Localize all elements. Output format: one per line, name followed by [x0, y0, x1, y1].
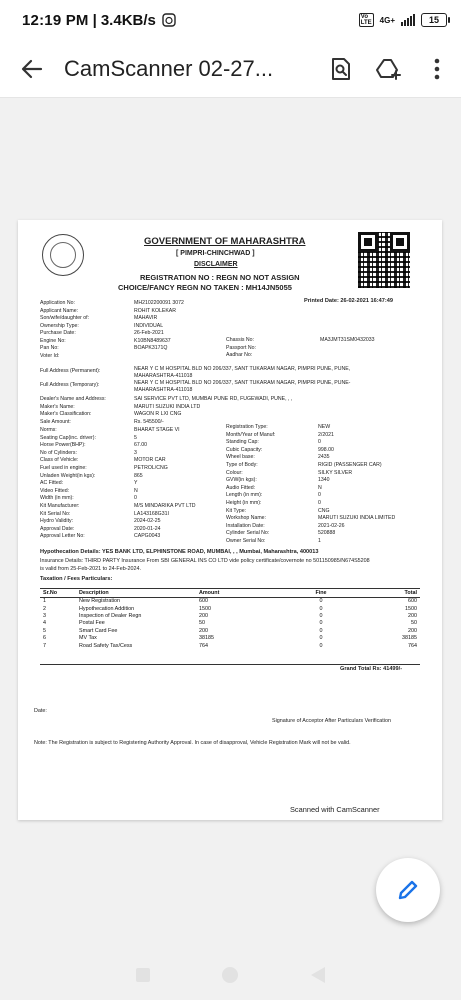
field-label: Colour:: [226, 469, 243, 476]
field-value: LA143168G31I: [134, 510, 169, 517]
field-value: 1: [318, 538, 321, 544]
field-value: SAI SERVICE PVT LTD, MUMBAI PUNE RD, FUGEWADI, PUNE, , ,: [134, 396, 293, 402]
field-label: Norms:: [40, 427, 57, 433]
field-value: MARUTI SUZUKI INDIA LIMITED: [318, 515, 396, 522]
back-triangle-icon[interactable]: [310, 966, 326, 984]
fee-cell: 600: [199, 598, 208, 605]
registration-note: Note: The Registration is subject to Registering Authority Approval. In case of disapproval, Vehicle Registration Mark will not be valid.: [34, 740, 351, 746]
field-value: 520888: [318, 530, 336, 537]
field-value: 0: [318, 492, 321, 499]
doc-govt-title: GOVERNMENT OF MAHARASHTRA: [144, 236, 306, 247]
field-value: 2435: [318, 454, 330, 461]
field-label: Cylinder Serial No:: [226, 530, 270, 537]
more-vert-icon[interactable]: [413, 40, 461, 98]
field-label: Maker's Classification:: [40, 411, 92, 417]
field-label: Applicant Name:: [40, 307, 79, 314]
doc-reg-line1: REGISTRATION NO : REGN NO NOT ASSIGN: [140, 273, 300, 282]
field-label: Seating Cap(inc. driver):: [40, 434, 96, 441]
fee-cell: [40, 657, 76, 664]
col-fine: Fine: [315, 590, 327, 596]
field-label: Class of Vehicle:: [40, 457, 79, 464]
field-label: Standing Cap:: [226, 439, 259, 446]
date-label: Date:: [34, 708, 47, 714]
fee-cell: 3: [43, 612, 46, 619]
qr-code: [358, 232, 410, 288]
home-circle-icon[interactable]: [221, 966, 239, 984]
add-to-drive-icon[interactable]: [365, 40, 413, 98]
network-speed: 3.4KB/s: [100, 11, 156, 29]
field-value: CAPG0043: [134, 533, 161, 540]
field-label: Passport No:: [226, 344, 256, 351]
field-label: Kit Type:: [226, 507, 247, 514]
fee-cell: MV Tax: [79, 635, 97, 642]
fee-row: [40, 612, 420, 619]
fee-cell: 0: [319, 635, 323, 642]
field-label: Purchase Date:: [40, 330, 76, 336]
field-value: 2/2021: [318, 431, 334, 438]
field-label: AC Fitted:: [40, 480, 64, 487]
field-label: Installation Date:: [226, 522, 265, 529]
field-value: MAHAVIR: [134, 315, 158, 321]
grand-total: Grand Total Rs: 41499/-: [340, 666, 403, 672]
fee-cell: 600: [408, 598, 417, 605]
temp-address-label: Full Address (Temporary):: [40, 382, 100, 388]
field-label: Pan No:: [40, 345, 59, 351]
fee-row: [40, 598, 420, 605]
perm-address-line1: NEAR Y C M HOSPITAL BLD NO 206/337, SANT TUKARAM NAGAR, PIMPRI PUNE, PUNE,: [134, 366, 351, 372]
field-label: Ownership Type:: [40, 322, 79, 329]
fee-row: [40, 642, 420, 649]
field-value: 0: [318, 439, 321, 446]
field-label: Engine No:: [40, 337, 66, 344]
fee-cell: 200: [199, 627, 208, 634]
fee-cell: [40, 649, 76, 656]
fee-cell: Hypothecation Addition: [79, 605, 135, 612]
search-in-document-icon[interactable]: [317, 40, 365, 98]
fee-cell: Smart Card Fee: [79, 627, 118, 634]
fee-cell: 38185: [402, 635, 417, 642]
field-label: Sale Amount:: [40, 418, 71, 425]
fee-cell: 0: [319, 598, 323, 605]
temp-address-line1: NEAR Y C M HOSPITAL BLD NO 206/337, SANT TUKARAM NAGAR, PIMPRI PUNE, PUNE-: [134, 380, 351, 386]
hypothecation-details: Hypothecation Details: YES BANK LTD, ELPHINSTONE ROAD, MUMBAI, , , Mumbai, Maharashtra, 400013: [40, 549, 319, 555]
field-label: Horse Power(BHP):: [40, 442, 86, 449]
field-value: 0: [134, 495, 137, 502]
field-label: Width (in mm):: [40, 495, 74, 502]
field-label: Kit Serial No:: [40, 510, 71, 517]
field-value: K10BN8489637: [134, 337, 171, 344]
edit-button[interactable]: [376, 858, 440, 922]
fee-cell: 200: [408, 612, 417, 619]
fee-cell: 7: [43, 642, 46, 649]
field-value: MARUTI SUZUKI INDIA LTD: [134, 403, 201, 410]
field-label: Cubic Capacity:: [226, 446, 263, 453]
field-value: 0: [318, 500, 321, 506]
fee-cell: 50: [199, 620, 205, 627]
status-bar: 12:19 PM | 3.4KB/s Vo LTE 4G+ 15: [0, 0, 461, 40]
field-label: Video Fitted:: [40, 487, 70, 494]
field-label: Fuel used in engine:: [40, 465, 87, 471]
government-seal-icon: [42, 234, 84, 276]
fee-cell: 2: [43, 605, 46, 612]
fee-cell: Postal Fee: [79, 620, 105, 627]
field-label: Kit Manufacturer:: [40, 503, 80, 509]
document-title: CamScanner 02-27...: [64, 55, 274, 81]
doc-printed-date: Printed Date: 26-02-2021 16:47:49: [304, 298, 393, 304]
col-srno: Sr.No: [43, 590, 58, 596]
field-label: Wheel base:: [226, 454, 255, 461]
signal-icon: [401, 14, 415, 26]
field-value: MOTOR CAR: [134, 457, 166, 464]
field-label: Application No:: [40, 300, 75, 306]
fee-cell: [286, 649, 356, 656]
field-label: Chassis No:: [226, 337, 254, 343]
field-value: PETROL/CNG: [134, 465, 168, 471]
fee-cell: 50: [411, 620, 417, 627]
fee-cell: 200: [408, 627, 417, 634]
field-value: 998.00: [318, 446, 334, 453]
app-bar: [0, 40, 461, 98]
field-value: 67.00: [134, 442, 147, 449]
fee-cell: [196, 649, 286, 656]
clock-icon: [162, 13, 176, 27]
fees-table: [40, 588, 420, 665]
fee-cell: 764: [199, 642, 208, 649]
field-value: 5: [134, 434, 137, 441]
fee-cell: [76, 649, 196, 656]
field-value: SILKY SILVER: [318, 469, 353, 476]
fee-cell: [196, 657, 286, 664]
fees-heading: Taxation / Fees Particulars:: [40, 576, 113, 582]
fee-cell: 0: [319, 605, 323, 612]
temp-address-line2: MAHARASHTRA-411018: [134, 387, 193, 393]
recents-square-icon[interactable]: [135, 967, 151, 983]
edit-pencil-icon: [397, 879, 419, 901]
field-label: Workshop Name:: [226, 515, 266, 522]
field-label: Son/wife/daughter of:: [40, 315, 90, 321]
field-label: Type of Body:: [226, 462, 258, 468]
insurance-line1: Insurance Details: THIRD PARTY Insurance From SBI GENERAL INS CO LTD vide policy certificate/covernote no 501150985/N674S5208: [40, 558, 370, 564]
perm-address-label: Full Address (Permanent):: [40, 368, 101, 374]
fee-row: [40, 634, 420, 641]
field-value: 2024-02-25: [134, 518, 161, 525]
fee-cell: 6: [43, 635, 46, 642]
status-time: 12:19 PM: [22, 11, 89, 29]
fee-cell: [356, 657, 420, 664]
back-arrow-icon[interactable]: [0, 40, 64, 98]
field-label: Height (in mm):: [226, 500, 262, 506]
doc-office: [ PIMPRI-CHINCHWAD ]: [176, 250, 255, 257]
field-value: RIGID (PASSENGER CAR): [318, 462, 382, 468]
field-label: Hydro Validity:: [40, 518, 74, 525]
fee-row: [40, 649, 420, 656]
field-label: Aadhar No:: [226, 352, 253, 358]
field-label: Approval Letter No:: [40, 533, 85, 540]
network-type: 4G+: [379, 15, 395, 25]
fee-cell: [356, 649, 420, 656]
field-value: 26-Feb-2021: [134, 330, 164, 336]
fee-cell: 200: [199, 612, 208, 619]
field-value: ROHIT KOLEKAR: [134, 307, 176, 314]
field-label: Maker's Name:: [40, 403, 75, 410]
fee-cell: 38185: [199, 635, 214, 642]
fee-cell: Road Safety Tax/Cess: [79, 642, 133, 649]
field-value: NEW: [318, 424, 331, 430]
fee-cell: 1: [43, 598, 46, 605]
fee-cell: 764: [408, 642, 417, 649]
field-label: Unladen Weight(in kgs):: [40, 472, 96, 479]
fee-cell: [76, 657, 196, 664]
fee-cell: 1500: [405, 605, 417, 612]
field-value: 3: [134, 449, 137, 456]
fee-cell: 0: [319, 627, 323, 634]
fee-cell: [286, 657, 356, 664]
field-value: INDIVIDUAL: [134, 322, 164, 329]
field-value: 1340: [318, 477, 330, 484]
field-value: Rs. 545500/-: [134, 418, 164, 425]
field-value: MH2102200091 3072: [134, 300, 184, 306]
field-label: GVW(in kgs):: [226, 477, 257, 484]
fee-cell: Inspection of Dealer Regn: [79, 612, 142, 619]
field-value: M/S MINDARIKA PVT LTD: [134, 503, 196, 509]
field-value: 2020-01-24: [134, 525, 161, 532]
field-label: Registration Type:: [226, 424, 268, 430]
field-label: Audio Fitted:: [226, 484, 256, 491]
fee-row: [40, 605, 420, 612]
battery-level: 15: [428, 15, 439, 25]
doc-reg-line2: CHOICE/FANCY REGN NO TAKEN : MH14JN5055: [118, 283, 292, 292]
fee-cell: New Registration: [79, 598, 121, 605]
field-label: Dealer's Name and Address:: [40, 396, 106, 402]
fee-cell: 5: [43, 627, 46, 634]
scanned-with-watermark: Scanned with CamScanner: [290, 805, 380, 814]
fee-cell: 1500: [199, 605, 211, 612]
fee-cell: 0: [319, 642, 323, 649]
field-value: MA3JMT31SM0432033: [320, 337, 375, 343]
insurance-line2: is valid from 25-Feb-2021 to 24-Feb-2024.: [40, 566, 141, 572]
col-amount: Amount: [199, 590, 220, 596]
fee-row: [40, 620, 420, 627]
col-description: Description: [79, 590, 109, 596]
field-value: 2021-02-26: [318, 522, 345, 529]
field-value: 865: [134, 472, 143, 479]
fee-row: [40, 627, 420, 634]
field-value: N: [134, 487, 138, 494]
doc-disclaimer: DISCLAIMER: [194, 261, 238, 268]
document-page[interactable]: [18, 220, 442, 820]
field-label: Month/Year of Manuf:: [226, 431, 276, 438]
fee-row: [40, 657, 420, 664]
field-value: N: [318, 484, 322, 491]
perm-address-line2: MAHARASHTRA-411018: [134, 373, 193, 379]
field-label: Approval Date:: [40, 525, 75, 532]
field-value: WAGON R LXI CNG: [134, 411, 182, 417]
field-label: Owner Serial No:: [226, 538, 266, 544]
col-total: Total: [404, 590, 417, 596]
fees-table-header: [40, 589, 420, 598]
field-value: BHARAT STAGE VI: [134, 427, 180, 433]
fee-cell: 0: [319, 612, 323, 619]
system-nav-bar: [0, 950, 461, 1000]
field-value: BOAPK3171Q: [134, 345, 168, 351]
field-label: Voter Id:: [40, 352, 60, 359]
fee-cell: 4: [43, 620, 46, 627]
vowifi-icon: Vo LTE: [360, 14, 372, 26]
field-value: CNG: [318, 507, 330, 514]
battery-icon: [421, 13, 447, 27]
field-label: Length (in mm):: [226, 492, 263, 499]
field-value: Y: [134, 480, 138, 487]
field-label: No of Cylinders:: [40, 449, 77, 456]
signature-line: Signature of Acceptor After Particulars Verification: [272, 718, 391, 724]
fee-cell: 0: [319, 620, 323, 627]
